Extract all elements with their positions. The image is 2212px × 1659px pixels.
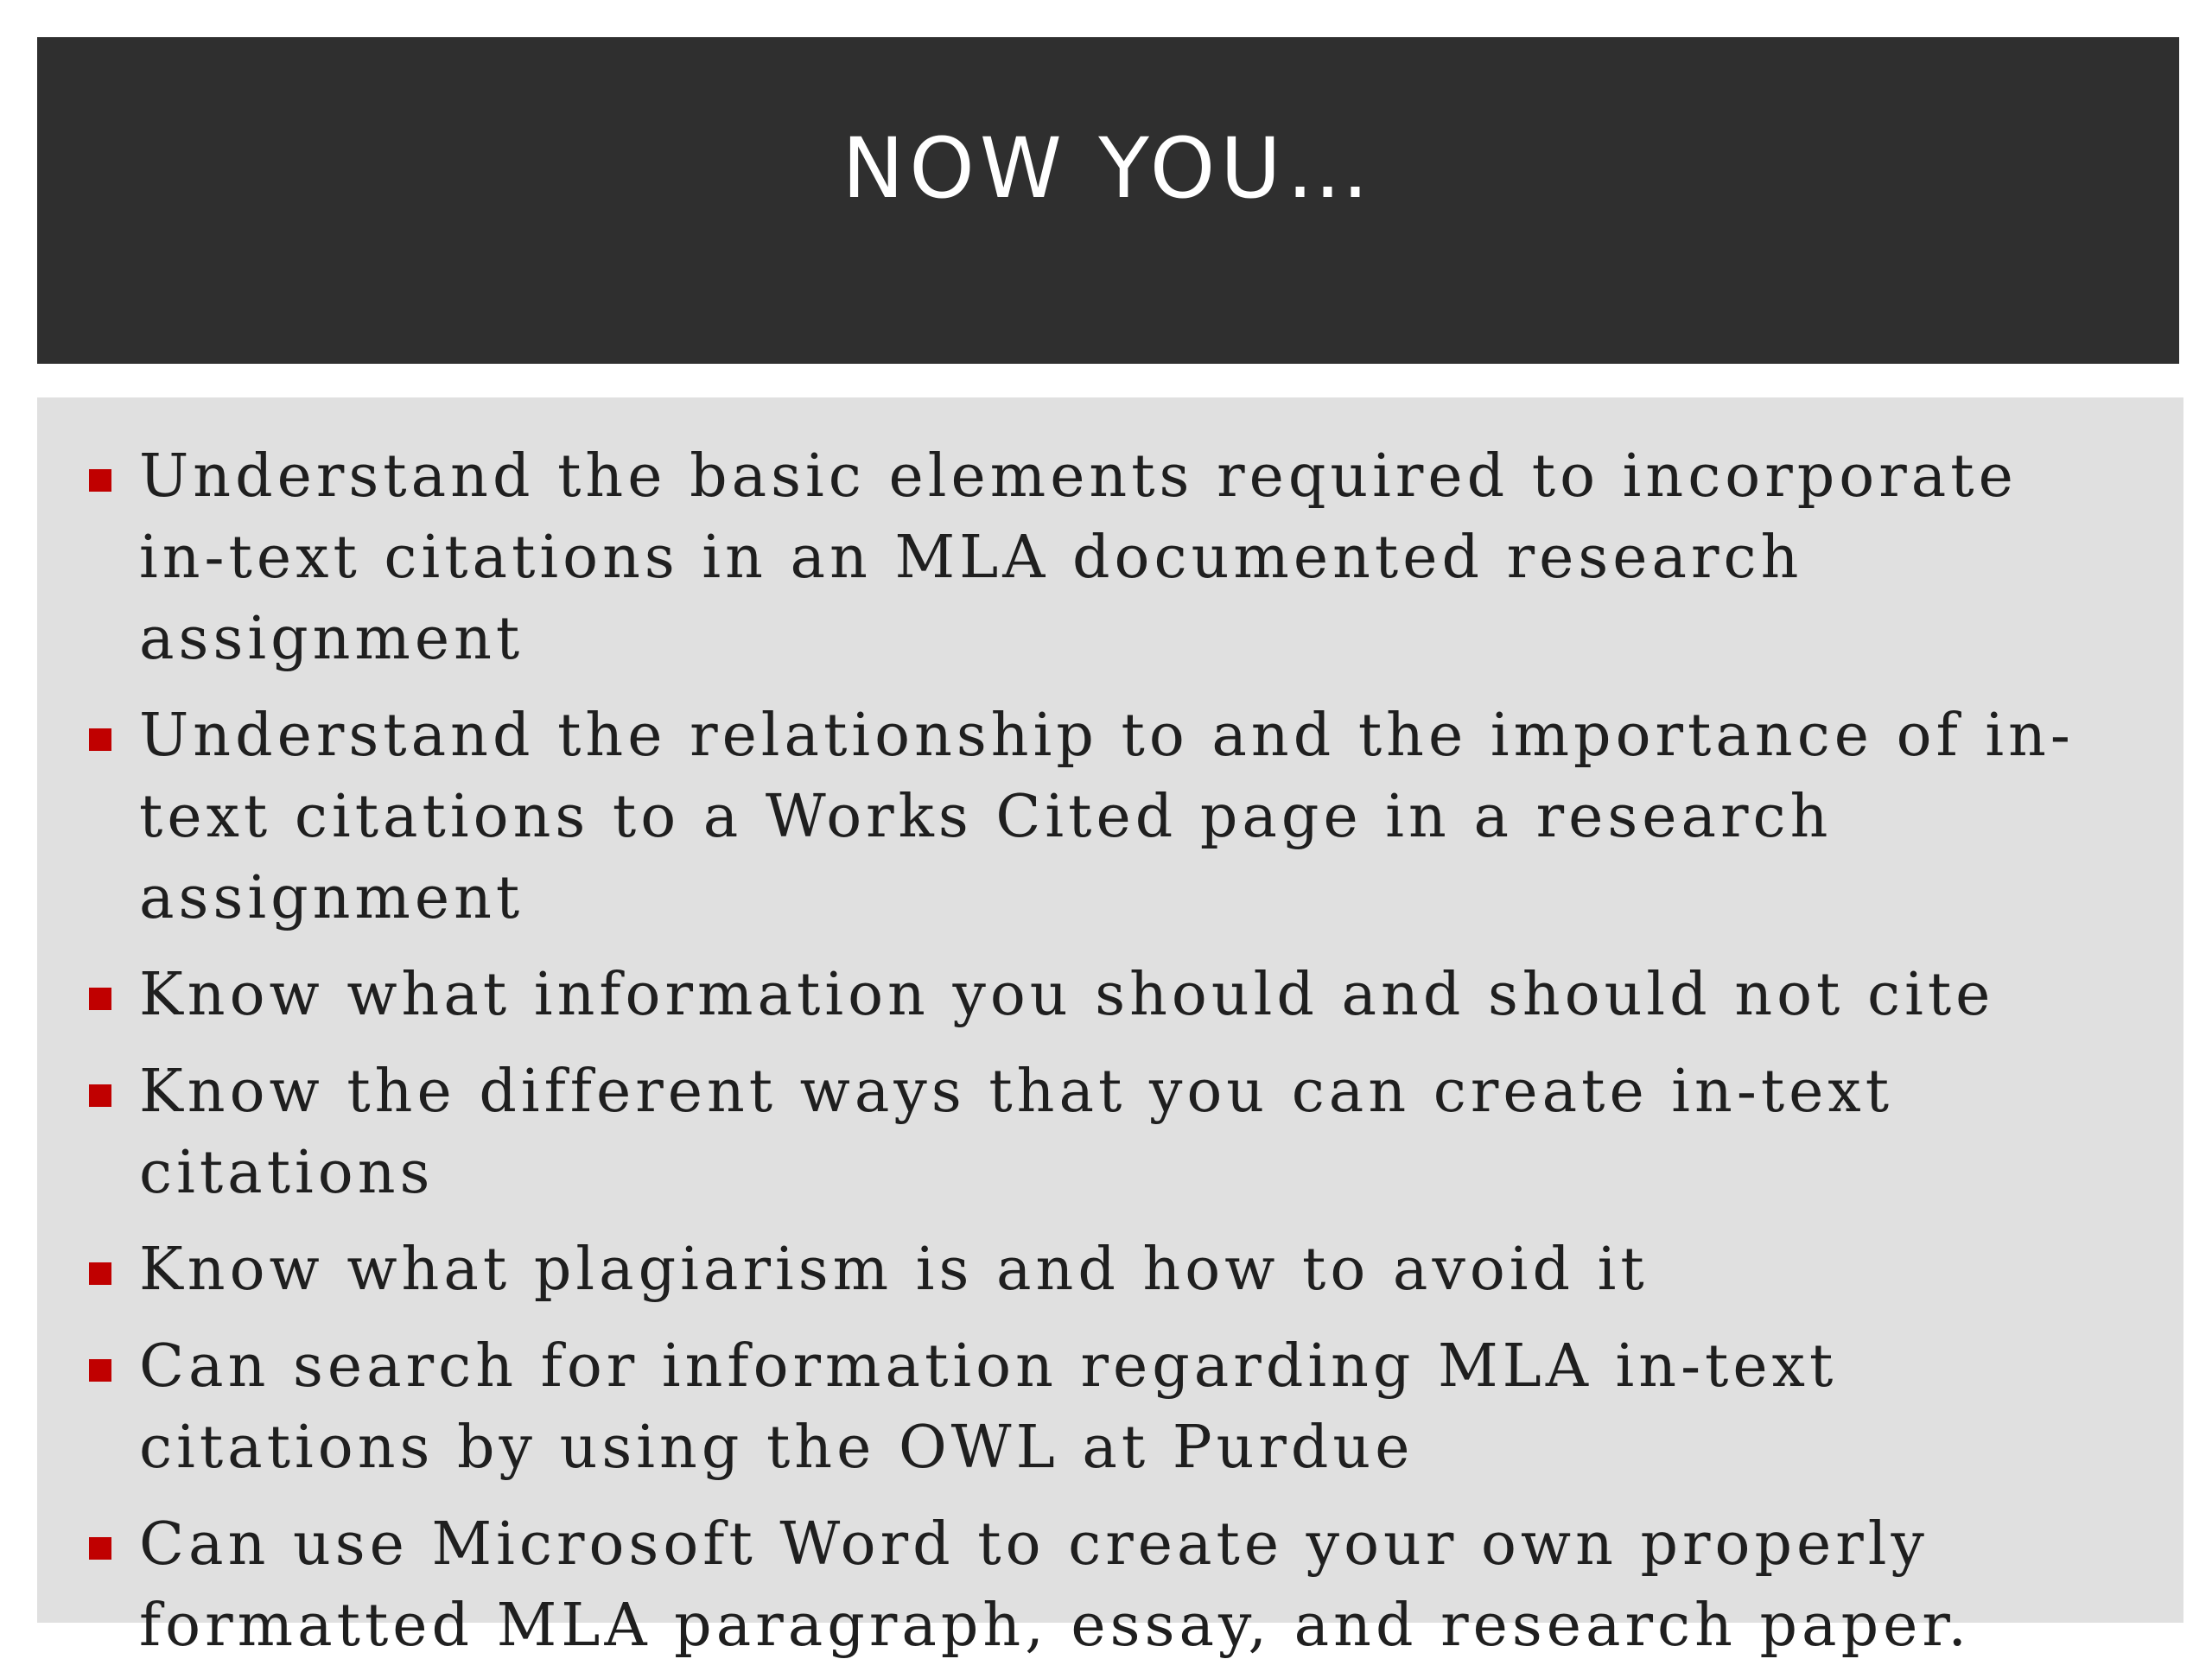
title-bar xyxy=(37,37,2179,364)
bullet-item xyxy=(89,955,2106,1036)
square-bullet-icon xyxy=(89,1359,111,1382)
bullet-text: Know what information you should and should not cite xyxy=(139,961,1995,1029)
bullet-item xyxy=(89,696,2106,939)
square-bullet-icon xyxy=(89,728,111,751)
bullet-text: Understand the basic elements required to incorporate in-text citations in an MLA documented research assignment xyxy=(139,442,2018,673)
bullet-item xyxy=(89,1504,2106,1659)
bullet-text: Know the different ways that you can create in-text citations xyxy=(139,1058,1894,1207)
square-bullet-icon xyxy=(89,469,111,492)
bullet-list xyxy=(89,436,2106,1659)
square-bullet-icon xyxy=(89,1084,111,1107)
bullet-text: Know what plagiarism is and how to avoid it xyxy=(139,1236,1649,1304)
bullet-item xyxy=(89,1326,2106,1489)
square-bullet-icon xyxy=(89,1262,111,1285)
content-box xyxy=(37,397,2183,1659)
bullet-item xyxy=(89,1052,2106,1214)
bullet-text: Can use Microsoft Word to create your own properly formatted MLA paragraph, essay, and research paper. xyxy=(139,1510,1972,1659)
slide-title: NOW YOU… xyxy=(842,119,1375,217)
bullet-text: Understand the relationship to and the importance of in-text citations to a Works Cited page in a research assignment xyxy=(139,702,2075,932)
bullet-text: Can search for information regarding MLA in-text citations by using the OWL at Purdue xyxy=(139,1332,1838,1482)
bullet-item xyxy=(89,1230,2106,1311)
square-bullet-icon xyxy=(89,988,111,1010)
bullet-item xyxy=(89,436,2106,680)
square-bullet-icon xyxy=(89,1537,111,1560)
